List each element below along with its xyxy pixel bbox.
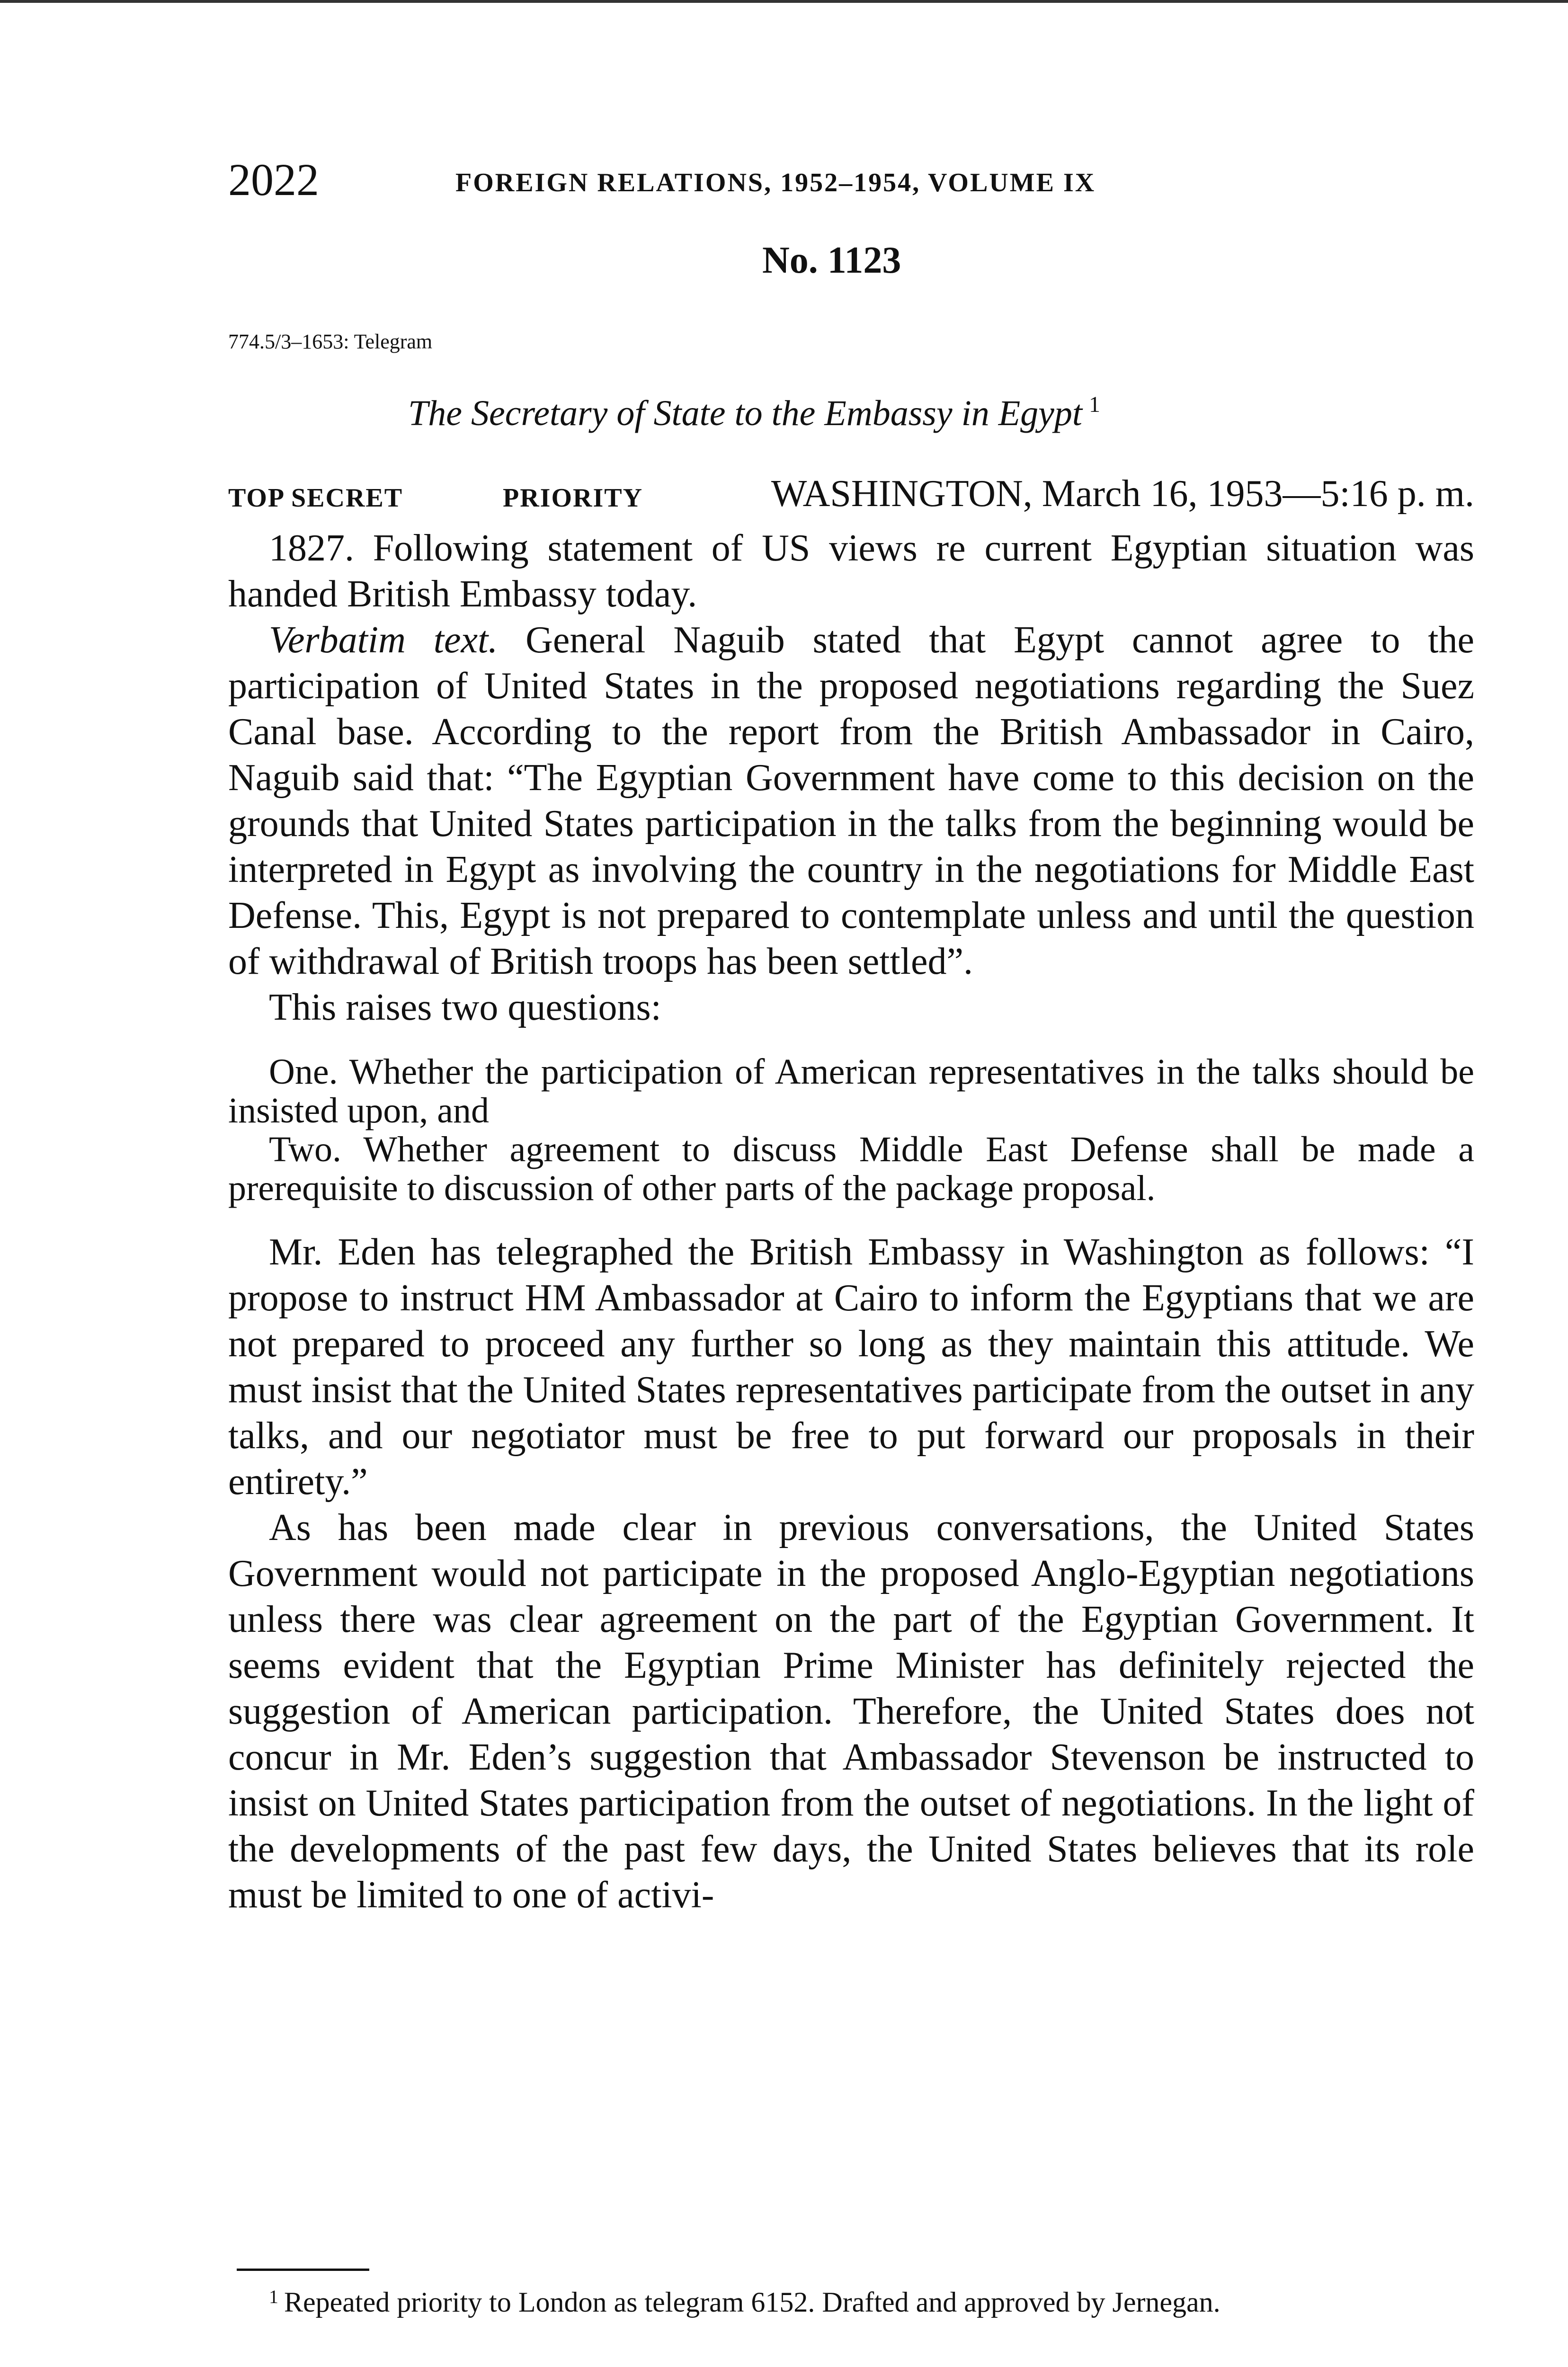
scan-edge: [0, 0, 1568, 3]
footnote: [228, 2277, 1474, 2322]
document-number: No. 1123: [762, 240, 901, 281]
question-one: One. Whether the participation of American representatives in the talks should be insisted upon, and: [228, 1052, 1474, 1130]
running-head: FOREIGN RELATIONS, 1952–1954, VOLUME IX: [455, 168, 1096, 197]
footnote-text: Repeated priority to London as telegram 6152. Drafted and approved by Jernegan.: [284, 2287, 1221, 2318]
telegram-body: [228, 525, 1474, 1918]
paragraph-3: This raises two questions:: [269, 987, 661, 1028]
paragraph-2: [228, 617, 1474, 985]
place-date: WASHINGTON, March 16, 1953—5:16 p. m.: [771, 473, 1474, 515]
footnote-rule: [237, 2269, 369, 2271]
paragraph-4: Mr. Eden has telegraphed the British Embassy in Washington as follows: “I propose to instruct HM Ambassador at Cairo to inform the Egyptians that we are not prepared to proceed any further so long as they maintain this attitude. We must insist that the United States representatives participate from the outset in any talks, and our negotiator must be free to put forward our proposals in their entirety.”: [228, 1231, 1474, 1503]
classification: TOP SECRET: [228, 483, 403, 513]
footnote-mark: 1: [269, 2286, 278, 2307]
page-header: [228, 151, 1270, 213]
paragraph-2-text: General Naguib stated that Egypt cannot agree to the participation of United States in the proposed negotiations regarding the Suez Canal base. According to the report from the British Ambassador in Cairo, Naguib said that: “The Egyptian Government have come to this decision on the grounds that United States participation in the talks from the beginning would be interpreted in Egypt as involving the country in the negotiations for Middle East Defense. This, Egypt is not prepared to contemplate unless and until the question of withdrawal of British troops has been settled”.: [228, 619, 1474, 982]
paragraph-5: As has been made clear in previous conversations, the United States Government would not participate in the proposed Anglo-Egyptian negotiations unless there was clear agreement on the part of the Egyptian Government. It seems evident that the Egyptian Prime Minister has definitely rejected the suggestion of American participation. Therefore, the United States does not concur in Mr. Eden’s suggestion that Ambassador Stevenson be instructed to insist on United States participation from the outset of negotiations. In the light of the developments of the past few days, the United States believes that its role must be limited to one of activi-: [228, 1507, 1474, 1916]
title-footnote-mark: 1: [1089, 392, 1100, 417]
questions-block: [228, 1052, 1474, 1208]
verbatim-lead: Verbatim text.: [269, 619, 498, 661]
precedence: PRIORITY: [503, 483, 643, 513]
document-title-text: The Secretary of State to the Embassy in Egypt: [408, 393, 1082, 433]
question-two: Two. Whether agreement to discuss Middle East Defense shall be made a prerequisite to discussion of other parts of the package proposal.: [228, 1130, 1474, 1208]
document-title: [408, 379, 1100, 439]
paragraph-1: 1827. Following statement of US views re current Egyptian situation was handed British Embassy today.: [228, 527, 1474, 615]
dateline: [228, 472, 1474, 525]
page-number: 2022: [228, 154, 319, 205]
file-reference: 774.5/3–1653: Telegram: [228, 330, 433, 353]
